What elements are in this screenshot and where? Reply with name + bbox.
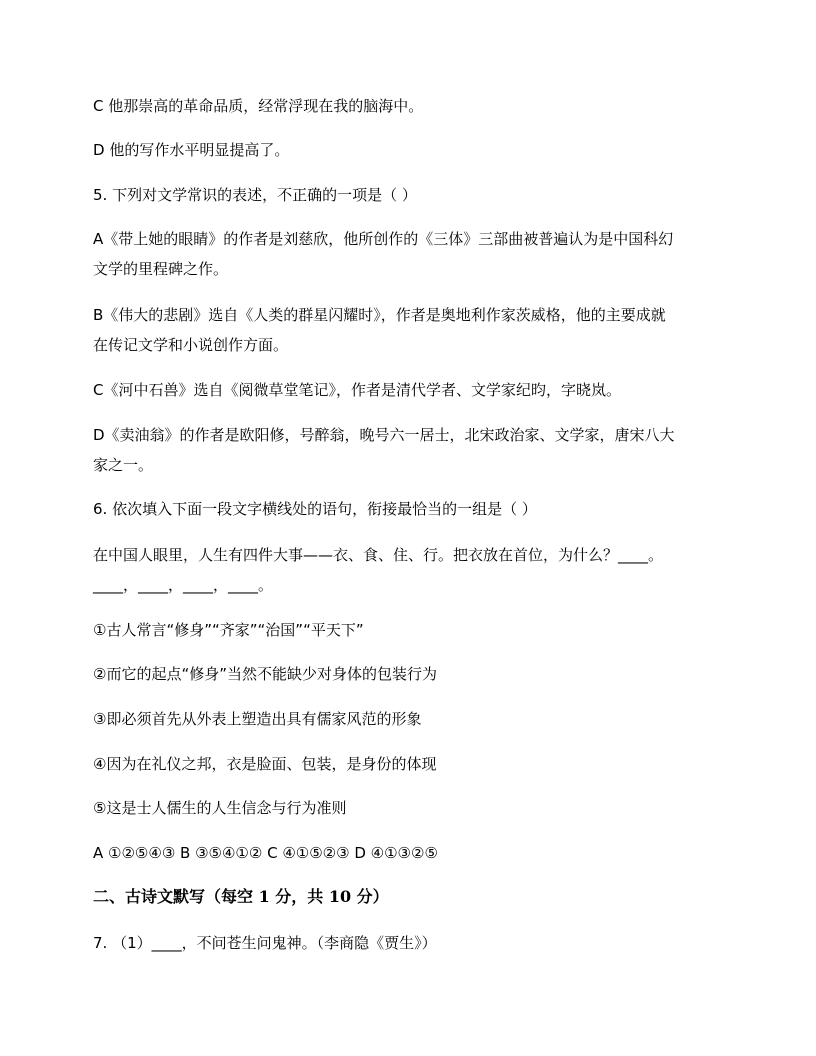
question-7-item-1: 7. （1）____，不问苍生问鬼神。（李商隐《贾生》） bbox=[93, 934, 437, 952]
question-5-option-b: B《伟大的悲剧》选自《人类的群星闪耀时》，作者是奥地利作家茨威格，他的主要成就 bbox=[93, 306, 666, 324]
question-5-option-a: A《带上她的眼睛》的作者是刘慈欣，他所创作的《三体》三部曲被普遍认为是中国科幻 bbox=[93, 230, 674, 248]
question-5-option-b-cont: 在传记文学和小说创作方面。 bbox=[93, 336, 289, 354]
sentence-item-5: ⑤这是士人儒生的人生信念与行为准则 bbox=[93, 799, 347, 817]
sentence-item-4: ④因为在礼仪之邦，衣是脸面、包装，是身份的体现 bbox=[93, 755, 437, 773]
section-2-heading: 二、古诗文默写（每空 1 分，共 10 分） bbox=[93, 887, 389, 906]
question-5-option-c: C《河中石兽》选自《阅微草堂笔记》，作者是清代学者、文学家纪昀，字晓岚。 bbox=[93, 381, 621, 399]
question-5-option-d: D《卖油翁》的作者是欧阳修，号醉翁，晚号六一居士，北宋政治家、文学家，唐宋八大 bbox=[93, 426, 675, 444]
option-c-sentence: C 他那崇高的革命品质，经常浮现在我的脑海中。 bbox=[93, 97, 424, 115]
question-6-options: A ①②⑤④③ B ③⑤④①② C ④①⑤②③ D ④①③②⑤ bbox=[93, 844, 438, 862]
question-5-option-a-cont: 文学的里程碑之作。 bbox=[93, 260, 229, 278]
question-5-option-d-cont: 家之一。 bbox=[93, 456, 154, 474]
question-6-stem: 6. 依次填入下面一段文字横线处的语句，衔接最恰当的一组是（ ） bbox=[93, 500, 537, 518]
question-5-stem: 5. 下列对文学常识的表述，不正确的一项是（ ） bbox=[93, 186, 417, 204]
sentence-item-1: ①古人常言“修身”“齐家”“治国”“平天下” bbox=[93, 621, 364, 639]
question-6-passage-blanks: ____，____，____，____。 bbox=[93, 576, 274, 594]
option-d-sentence: D 他的写作水平明显提高了。 bbox=[93, 141, 290, 159]
question-6-passage: 在中国人眼里，人生有四件大事——衣、食、住、行。把衣放在首位，为什么？____。 bbox=[93, 546, 664, 564]
sentence-item-3: ③即必须首先从外表上塑造出具有儒家风范的形象 bbox=[93, 710, 422, 728]
sentence-item-2: ②而它的起点“修身”当然不能缺少对身体的包装行为 bbox=[93, 665, 437, 683]
